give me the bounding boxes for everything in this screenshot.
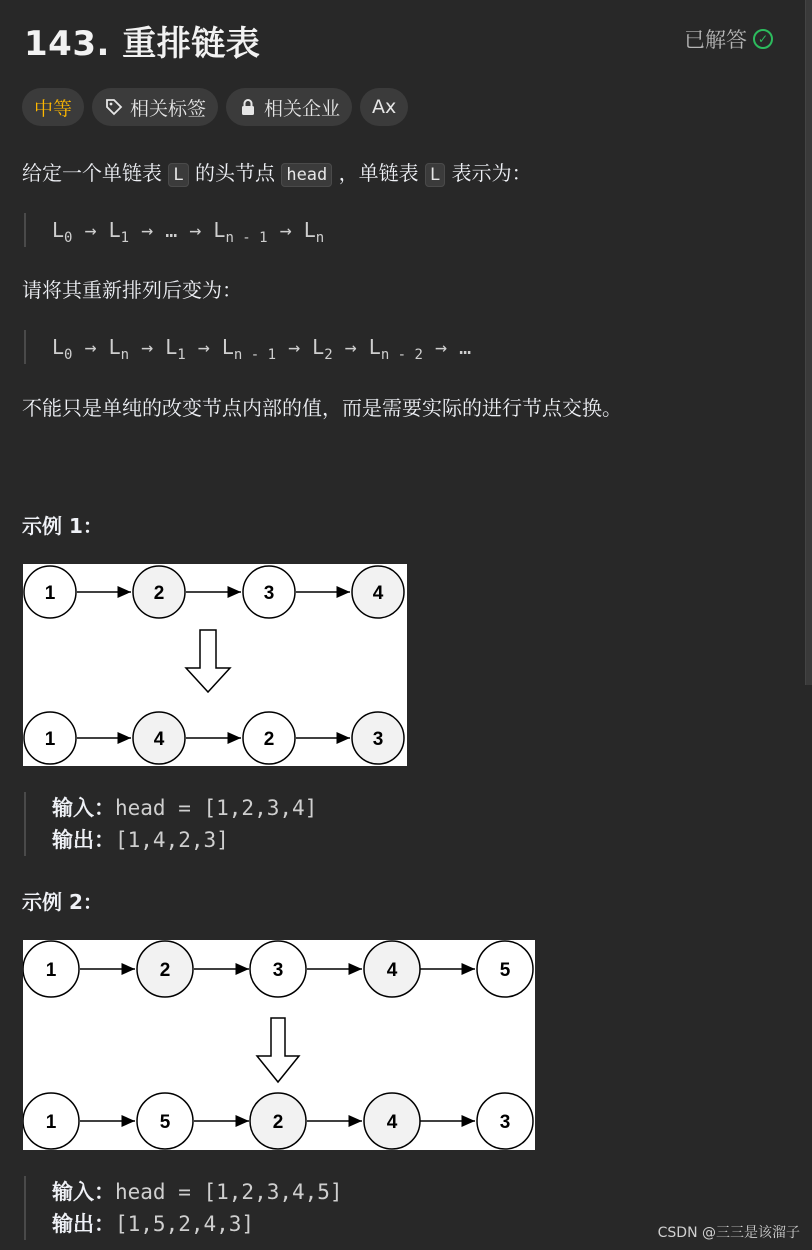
list-node: [133, 566, 185, 618]
tag-icon: [104, 97, 124, 117]
difficulty-label: 中等: [34, 97, 73, 120]
description-paragraph-3: 不能只是单纯的改变节点内部的值，而是需要实际的进行节点交换。: [22, 396, 622, 420]
list-node: [23, 1093, 79, 1149]
input-value: head = [1,2,3,4]: [115, 796, 318, 820]
svg-text:5: 5: [499, 960, 511, 981]
list-node: [137, 941, 193, 997]
svg-text:3: 3: [272, 960, 284, 981]
list-node: [477, 941, 533, 997]
output-value: [1,4,2,3]: [115, 828, 229, 852]
desc-text: 给定一个单链表: [22, 161, 169, 185]
svg-text:2: 2: [159, 960, 171, 981]
example-2-top-row: [23, 941, 533, 997]
example-2-diagram: [23, 940, 535, 1150]
related-topics-label: 相关标签: [130, 97, 207, 120]
watermark: CSDN @三三是该溜子: [657, 1225, 800, 1241]
svg-text:2: 2: [153, 583, 165, 604]
description-paragraph-1: [22, 157, 532, 186]
inline-code-L: L: [168, 163, 188, 187]
example-1-top-row: [24, 566, 404, 618]
inline-code-L: L: [425, 163, 445, 187]
input-label: 输入：: [52, 1180, 115, 1204]
example-1-diagram: [23, 564, 407, 766]
list-node: [250, 1093, 306, 1149]
svg-text:3: 3: [372, 729, 384, 750]
down-arrow-icon: [257, 1018, 299, 1082]
input-value: head = [1,2,3,4,5]: [115, 1180, 343, 1204]
related-companies-label: 相关企业: [264, 97, 341, 120]
check-circle-icon: ✓: [753, 29, 773, 49]
scrollbar[interactable]: [805, 0, 812, 685]
translate-icon: Ax: [372, 96, 397, 118]
list-node: [137, 1093, 193, 1149]
output-label: 输出：: [52, 828, 115, 852]
svg-text:4: 4: [372, 583, 384, 604]
solved-status: [684, 24, 773, 54]
difficulty-badge: [22, 88, 84, 126]
svg-text:4: 4: [386, 1112, 398, 1133]
svg-text:4: 4: [386, 960, 398, 981]
svg-text:3: 3: [263, 583, 275, 604]
example-1-title: 示例 1：: [22, 514, 103, 538]
example-2-io: [24, 1176, 343, 1240]
svg-text:1: 1: [44, 583, 56, 604]
example-1-bottom-row: [24, 712, 404, 764]
svg-text:2: 2: [272, 1112, 284, 1133]
list-node: [477, 1093, 533, 1149]
input-label: 输入：: [52, 796, 115, 820]
svg-text:2: 2: [263, 729, 275, 750]
svg-text:1: 1: [45, 1112, 57, 1133]
list-node: [352, 566, 404, 618]
svg-text:5: 5: [159, 1112, 171, 1133]
list-node: [24, 712, 76, 764]
description-paragraph-2: 请将其重新排列后变为：: [22, 278, 242, 302]
list-node: [364, 1093, 420, 1149]
list-node: [24, 566, 76, 618]
svg-text:4: 4: [153, 729, 165, 750]
translate-button[interactable]: [360, 88, 408, 126]
tag-bar: [22, 88, 408, 126]
solved-label: 已解答: [684, 28, 747, 52]
related-companies-button[interactable]: [226, 88, 352, 126]
inline-code-head: head: [281, 163, 332, 187]
svg-text:1: 1: [44, 729, 56, 750]
lock-icon: [238, 97, 258, 117]
desc-text: 的头节点: [188, 161, 282, 185]
svg-text:1: 1: [45, 960, 57, 981]
related-topics-button[interactable]: [92, 88, 218, 126]
formula-original: $L_0 \to L_1$ → … → $L_{n - 1} \to L_n$: [24, 213, 324, 247]
list-node: [133, 712, 185, 764]
list-node: [23, 941, 79, 997]
output-label: 输出：: [52, 1212, 115, 1236]
desc-text: ，单链表: [332, 161, 425, 185]
list-node: [364, 941, 420, 997]
list-node: [243, 712, 295, 764]
problem-title: 143. 重排链表: [24, 24, 261, 64]
list-node: [352, 712, 404, 764]
desc-text: 表示为：: [445, 161, 532, 185]
example-2-bottom-row: [23, 1093, 533, 1149]
list-node: [250, 941, 306, 997]
output-value: [1,5,2,4,3]: [115, 1212, 255, 1236]
example-1-io: [24, 792, 317, 856]
list-node: [243, 566, 295, 618]
svg-text:3: 3: [499, 1112, 511, 1133]
down-arrow-icon: [186, 630, 230, 692]
example-2-title: 示例 2：: [22, 890, 103, 914]
formula-reordered: $L_0 \to L_n \to L_1 \to L_{n - 1} \to L_2 \to L_{n - 2}$ → …: [24, 330, 471, 364]
